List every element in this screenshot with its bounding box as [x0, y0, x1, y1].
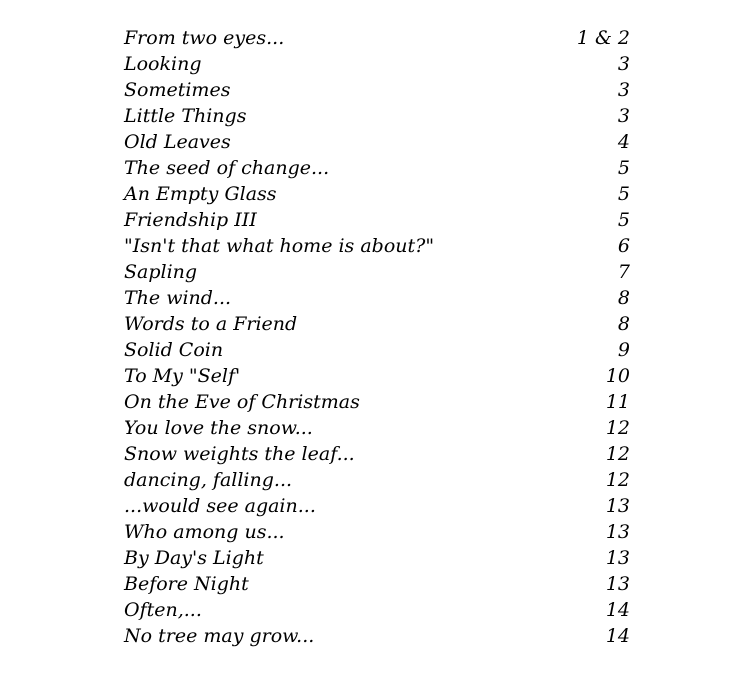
toc-entry-title: You love the snow... [124, 417, 313, 439]
toc-entry-page: 1 & 2 [576, 27, 630, 49]
toc-entry-page: 13 [605, 573, 630, 595]
toc-entry [124, 415, 630, 441]
toc-entry [124, 129, 630, 155]
toc-entry-page: 8 [617, 287, 630, 309]
toc-entry-title: Who among us... [124, 521, 285, 543]
toc-entry-title: Friendship III [124, 209, 257, 231]
toc-entry-title: No tree may grow... [124, 625, 315, 647]
toc-entry-page: 3 [617, 105, 630, 127]
toc-entry-page: 13 [605, 495, 630, 517]
toc-entry [124, 363, 630, 389]
toc-entry [124, 597, 630, 623]
toc-entry-title: By Day's Light [124, 547, 264, 569]
toc-entry-title: On the Eve of Christmas [124, 391, 360, 413]
toc-entry-page: 11 [605, 391, 630, 413]
toc-entry [124, 181, 630, 207]
toc-entry-title: Sapling [124, 261, 198, 283]
toc-entry [124, 311, 630, 337]
toc-entry-page: 8 [617, 313, 630, 335]
toc-entry [124, 77, 630, 103]
toc-entry-page: 6 [617, 235, 630, 257]
toc-entry-title: Little Things [124, 105, 247, 127]
toc-entry-page: 5 [617, 183, 630, 205]
toc-entry-page: 9 [617, 339, 630, 361]
toc-entry-page: 12 [605, 469, 630, 491]
toc-entry-title: To My "Self' [124, 365, 241, 387]
toc-entry [124, 233, 630, 259]
toc-entry-page: 12 [605, 443, 630, 465]
toc-entry-page: 10 [605, 365, 630, 387]
toc-entry-page: 14 [605, 599, 630, 621]
toc-entry-title: Looking [124, 53, 202, 75]
toc-entry [124, 545, 630, 571]
toc-entry-page: 5 [617, 209, 630, 231]
toc-entry-page: 3 [617, 79, 630, 101]
toc-entry-page: 5 [617, 157, 630, 179]
toc-entry-page: 7 [617, 261, 630, 283]
toc-entry-title: dancing, falling... [124, 469, 293, 491]
toc-entry [124, 103, 630, 129]
toc-entry-title: Old Leaves [124, 131, 231, 153]
toc-entry [124, 155, 630, 181]
toc-entry [124, 571, 630, 597]
toc-entry-title: Words to a Friend [124, 313, 298, 335]
toc-entry-title: An Empty Glass [124, 183, 277, 205]
toc-entry-title: Often,... [124, 599, 202, 621]
toc-entry [124, 285, 630, 311]
toc-entry-title: Snow weights the leaf... [124, 443, 355, 465]
toc-entry [124, 623, 630, 649]
toc-entry-title: Solid Coin [124, 339, 224, 361]
toc-entry-page: 13 [605, 521, 630, 543]
toc-entry-page: 12 [605, 417, 630, 439]
toc-entry [124, 441, 630, 467]
toc-entry-title: Before Night [124, 573, 249, 595]
toc-entry-title: ...would see again... [124, 495, 316, 517]
toc-entry-title: Sometimes [124, 79, 231, 101]
toc-entry [124, 51, 630, 77]
toc-entry [124, 519, 630, 545]
toc-entry-page: 13 [605, 547, 630, 569]
toc-entry [124, 207, 630, 233]
toc-entry-title: From two eyes... [124, 27, 285, 49]
table-of-contents [124, 25, 630, 649]
toc-entry [124, 467, 630, 493]
toc-entry-title: "Isn't that what home is about?" [124, 235, 435, 257]
toc-entry-title: The wind... [124, 287, 232, 309]
toc-entry-title: The seed of change... [124, 157, 330, 179]
toc-entry-page: 14 [605, 625, 630, 647]
toc-entry [124, 25, 630, 51]
toc-entry [124, 259, 630, 285]
toc-entry [124, 493, 630, 519]
toc-entry [124, 389, 630, 415]
toc-entry-page: 3 [617, 53, 630, 75]
toc-entry-page: 4 [617, 131, 630, 153]
toc-entry [124, 337, 630, 363]
